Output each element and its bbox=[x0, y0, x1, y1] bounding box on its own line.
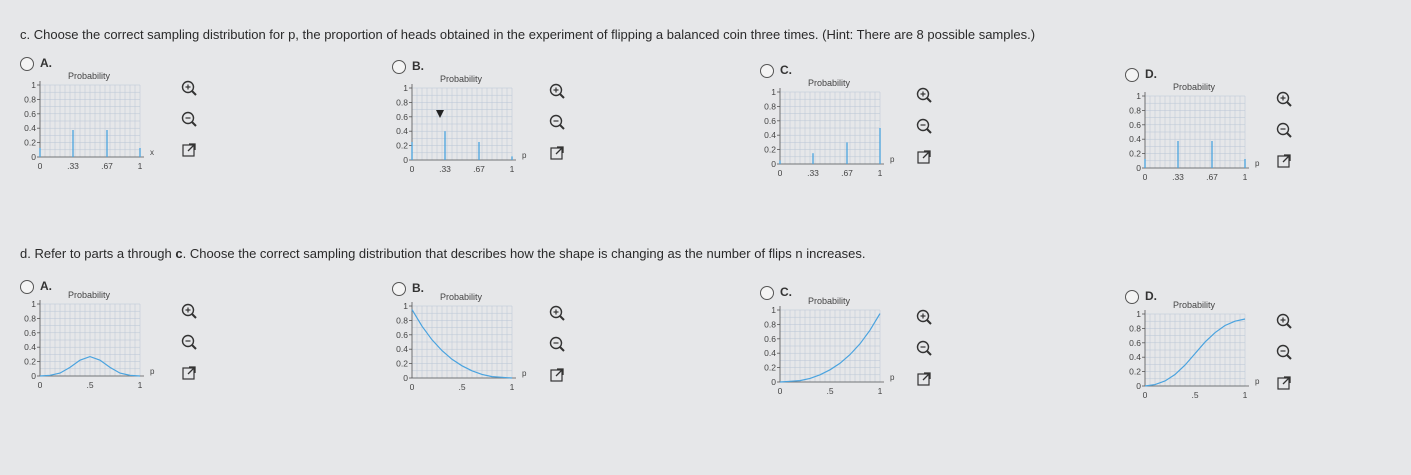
zoom-out-icon[interactable] bbox=[915, 117, 933, 135]
x-tick-label: 1 bbox=[509, 382, 515, 392]
part-c-option-a[interactable] bbox=[20, 57, 360, 227]
part-c-question-text: c. Choose the correct sampling distribution for p, the proportion of heads obtained in the experiment of flipping a balanced coin three times. (Hint: There are 8 possible samples.) bbox=[20, 27, 1036, 42]
ylabel: Probability bbox=[1173, 82, 1216, 92]
y-tick-label: 0 bbox=[31, 152, 36, 162]
x-tick-label: 1 bbox=[1242, 390, 1248, 400]
x-tick-label: 0 bbox=[777, 168, 783, 178]
part-c-option-b[interactable] bbox=[392, 60, 732, 230]
chart bbox=[10, 286, 190, 411]
chart bbox=[382, 70, 562, 195]
y-tick-label: 0 bbox=[1136, 381, 1141, 391]
zoom-out-icon[interactable] bbox=[180, 333, 198, 351]
y-tick-label: 0 bbox=[31, 371, 36, 381]
y-tick-label: 0 bbox=[403, 373, 408, 383]
y-tick-label: 0.8 bbox=[1129, 105, 1141, 116]
x-tick-label: 0 bbox=[1142, 390, 1148, 400]
xlabel: p bbox=[522, 151, 527, 160]
y-tick-label: 0 bbox=[403, 155, 408, 165]
y-tick-label: 0.8 bbox=[1129, 323, 1141, 334]
y-tick-label: 0.2 bbox=[396, 358, 408, 369]
option-letter: B. bbox=[412, 59, 424, 73]
option-letter: C. bbox=[780, 63, 792, 77]
y-tick-label: 0.6 bbox=[396, 111, 408, 122]
y-tick-label: 0.4 bbox=[764, 348, 776, 359]
open-new-window-icon[interactable] bbox=[180, 364, 198, 382]
x-tick-label: 0 bbox=[1142, 172, 1148, 182]
xlabel: p bbox=[1255, 377, 1260, 386]
zoom-out-icon[interactable] bbox=[180, 110, 198, 128]
open-new-window-icon[interactable] bbox=[1275, 374, 1293, 392]
y-tick-label: 0.6 bbox=[1129, 337, 1141, 348]
x-tick-label: 1 bbox=[509, 164, 515, 174]
part-d-question-pre: d. Refer to parts a through bbox=[20, 246, 176, 261]
chart bbox=[1115, 296, 1295, 421]
option-letter: A. bbox=[40, 56, 52, 70]
chart bbox=[10, 67, 190, 192]
chart bbox=[750, 74, 930, 199]
y-tick-label: 0.6 bbox=[396, 329, 408, 340]
y-tick-label: 1 bbox=[1136, 91, 1141, 101]
x-tick-label: 0 bbox=[777, 386, 783, 396]
zoom-in-icon[interactable] bbox=[1275, 90, 1293, 108]
option-letter: B. bbox=[412, 281, 424, 295]
x-tick-label: 1 bbox=[877, 386, 883, 396]
part-c-question bbox=[20, 27, 1035, 42]
y-tick-label: 1 bbox=[403, 83, 408, 93]
y-tick-label: 0.8 bbox=[24, 313, 36, 324]
part-c-option-d[interactable] bbox=[1125, 68, 1411, 238]
ylabel: Probability bbox=[808, 78, 851, 88]
y-tick-label: 0.2 bbox=[764, 362, 776, 373]
x-tick-label: .33 bbox=[67, 161, 79, 171]
y-tick-label: 0.2 bbox=[1129, 148, 1141, 159]
zoom-in-icon[interactable] bbox=[1275, 312, 1293, 330]
y-tick-label: 0.6 bbox=[24, 108, 36, 119]
y-tick-label: 0.4 bbox=[1129, 134, 1141, 145]
y-tick-label: 0.6 bbox=[24, 327, 36, 338]
xlabel: p bbox=[522, 369, 527, 378]
y-tick-label: 0.8 bbox=[764, 319, 776, 330]
part-d-option-c[interactable] bbox=[760, 286, 1100, 456]
chart-tools bbox=[915, 86, 935, 179]
part-d-option-d[interactable] bbox=[1125, 290, 1411, 460]
chart bbox=[1115, 78, 1295, 203]
y-tick-label: 0.8 bbox=[396, 97, 408, 108]
part-d-option-b[interactable] bbox=[392, 282, 732, 452]
x-tick-label: .67 bbox=[473, 164, 485, 174]
zoom-out-icon[interactable] bbox=[548, 335, 566, 353]
y-tick-label: 0.4 bbox=[396, 126, 408, 137]
zoom-in-icon[interactable] bbox=[548, 304, 566, 322]
x-tick-label: 1 bbox=[137, 161, 143, 171]
chart-tools bbox=[1275, 90, 1295, 183]
y-tick-label: 0 bbox=[771, 159, 776, 169]
zoom-out-icon[interactable] bbox=[548, 113, 566, 131]
zoom-out-icon[interactable] bbox=[915, 339, 933, 357]
y-tick-label: 0.4 bbox=[764, 130, 776, 141]
x-tick-label: .33 bbox=[1172, 172, 1184, 182]
y-tick-label: 1 bbox=[403, 301, 408, 311]
part-d-question bbox=[20, 246, 865, 261]
y-tick-label: 1 bbox=[1136, 309, 1141, 319]
chart-tools bbox=[1275, 312, 1295, 405]
y-tick-label: 0.2 bbox=[396, 140, 408, 151]
y-tick-label: 0.2 bbox=[764, 144, 776, 155]
y-tick-label: 0 bbox=[1136, 163, 1141, 173]
open-new-window-icon[interactable] bbox=[548, 144, 566, 162]
y-tick-label: 0.6 bbox=[764, 115, 776, 126]
x-tick-label: .67 bbox=[841, 168, 853, 178]
chart bbox=[750, 292, 930, 417]
y-tick-label: 0.4 bbox=[24, 123, 36, 134]
y-tick-label: 0.8 bbox=[24, 94, 36, 105]
xlabel: p bbox=[1255, 159, 1260, 168]
xlabel: x bbox=[150, 148, 154, 157]
ylabel: Probability bbox=[440, 292, 483, 302]
y-tick-label: 0.8 bbox=[396, 315, 408, 326]
ylabel: Probability bbox=[68, 71, 111, 81]
chart-tools bbox=[548, 82, 568, 175]
xlabel: p bbox=[150, 367, 155, 376]
zoom-in-icon[interactable] bbox=[915, 86, 933, 104]
x-tick-label: 0 bbox=[409, 164, 415, 174]
x-tick-label: .5 bbox=[826, 386, 834, 396]
x-tick-label: .67 bbox=[1206, 172, 1218, 182]
y-tick-label: 0.2 bbox=[1129, 366, 1141, 377]
y-tick-label: 1 bbox=[771, 305, 776, 315]
x-tick-label: 0 bbox=[37, 380, 43, 390]
x-tick-label: 1 bbox=[1242, 172, 1248, 182]
y-tick-label: 0.6 bbox=[1129, 119, 1141, 130]
zoom-in-icon[interactable] bbox=[548, 82, 566, 100]
x-tick-label: .5 bbox=[86, 380, 94, 390]
part-c-option-c[interactable] bbox=[760, 64, 1100, 234]
x-tick-label: 0 bbox=[409, 382, 415, 392]
xlabel: p bbox=[890, 155, 895, 164]
option-letter: D. bbox=[1145, 67, 1157, 81]
zoom-in-icon[interactable] bbox=[915, 308, 933, 326]
y-tick-label: 1 bbox=[31, 299, 36, 309]
y-tick-label: 0.4 bbox=[396, 344, 408, 355]
y-tick-label: 0.8 bbox=[764, 101, 776, 112]
ylabel: Probability bbox=[808, 296, 851, 306]
x-tick-label: .33 bbox=[807, 168, 819, 178]
y-tick-label: 1 bbox=[771, 87, 776, 97]
option-letter: C. bbox=[780, 285, 792, 299]
zoom-in-icon[interactable] bbox=[180, 302, 198, 320]
x-tick-label: 1 bbox=[877, 168, 883, 178]
chart-tools bbox=[915, 308, 935, 401]
open-new-window-icon[interactable] bbox=[180, 141, 198, 159]
y-tick-label: 0.2 bbox=[24, 356, 36, 367]
chart-tools bbox=[548, 304, 568, 397]
y-tick-label: 0.2 bbox=[24, 137, 36, 148]
zoom-out-icon[interactable] bbox=[1275, 121, 1293, 139]
chart-tools bbox=[180, 79, 200, 172]
part-d-question-post: . Choose the correct sampling distribution that describes how the shape is changing as the number of flips n increases. bbox=[182, 246, 866, 261]
xlabel: p bbox=[890, 373, 895, 382]
ylabel: Probability bbox=[440, 74, 483, 84]
open-new-window-icon[interactable] bbox=[1275, 152, 1293, 170]
y-tick-label: 0.4 bbox=[24, 342, 36, 353]
y-tick-label: 0.4 bbox=[1129, 352, 1141, 363]
open-new-window-icon[interactable] bbox=[915, 370, 933, 388]
x-tick-label: 1 bbox=[137, 380, 143, 390]
x-tick-label: .67 bbox=[101, 161, 113, 171]
ylabel: Probability bbox=[68, 290, 111, 300]
y-tick-label: 1 bbox=[31, 80, 36, 90]
x-tick-label: .5 bbox=[1191, 390, 1199, 400]
x-tick-label: 0 bbox=[37, 161, 43, 171]
open-new-window-icon[interactable] bbox=[915, 148, 933, 166]
chart-tools bbox=[180, 302, 200, 395]
option-letter: D. bbox=[1145, 289, 1157, 303]
part-d-option-a[interactable] bbox=[20, 280, 360, 450]
y-tick-label: 0 bbox=[771, 377, 776, 387]
part-d-question-bold: c bbox=[175, 246, 183, 261]
option-letter: A. bbox=[40, 279, 52, 293]
y-tick-label: 0.6 bbox=[764, 333, 776, 344]
zoom-out-icon[interactable] bbox=[1275, 343, 1293, 361]
open-new-window-icon[interactable] bbox=[548, 366, 566, 384]
x-tick-label: .33 bbox=[439, 164, 451, 174]
ylabel: Probability bbox=[1173, 300, 1216, 310]
chart bbox=[382, 288, 562, 413]
x-tick-label: .5 bbox=[458, 382, 466, 392]
zoom-in-icon[interactable] bbox=[180, 79, 198, 97]
